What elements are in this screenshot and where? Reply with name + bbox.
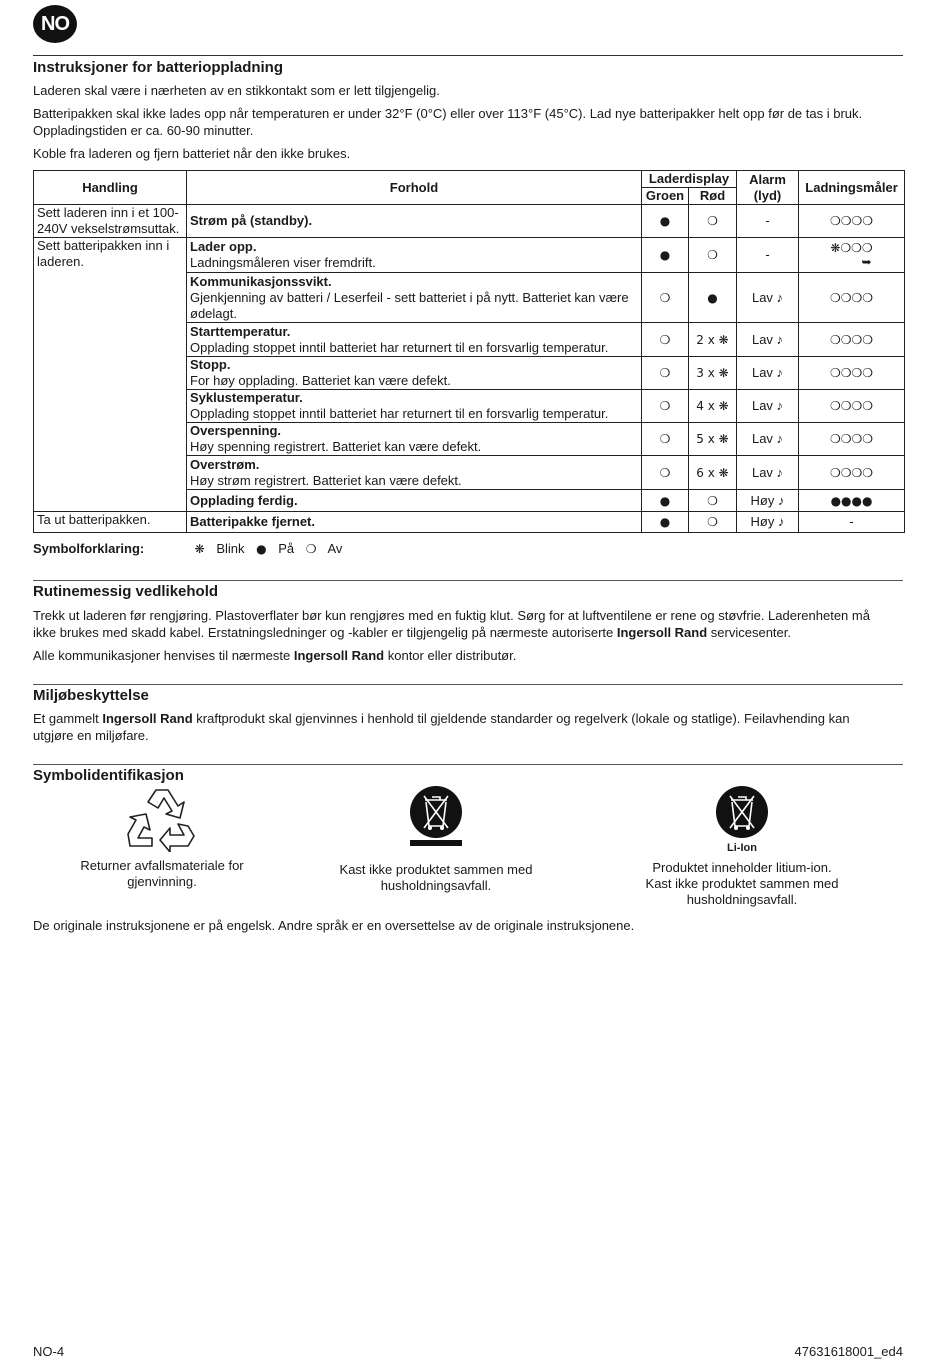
green-led-cell: ❍ — [642, 357, 689, 390]
table-row — [34, 238, 905, 273]
blink-icon: ❋ — [194, 542, 205, 556]
condition-cell: Overstrøm. Høy strøm registrert. Batteriet kan være defekt. — [187, 456, 642, 490]
gauge-cell: ●●●● — [799, 490, 905, 512]
bin-caption: Kast ikke produktet sammen med husholdningsavfall. — [339, 862, 533, 893]
alarm-cell: Høy ♪ — [737, 512, 799, 533]
green-led-cell: ❍ — [642, 456, 689, 490]
red-led-cell: 3 x ❋ — [689, 357, 737, 390]
condition-cell: Stopp. For høy opplading. Batteriet kan være defekt. — [187, 357, 642, 390]
green-led-cell: ❍ — [642, 273, 689, 323]
paragraph: Koble fra laderen og fjern batteriet når den ikke brukes. — [33, 146, 351, 161]
header-action: Handling — [34, 171, 187, 205]
alarm-cell: Lav ♪ — [737, 273, 799, 323]
gauge-cell: ❍❍❍❍ — [799, 390, 905, 423]
green-led-cell: ❍ — [642, 423, 689, 456]
section-title-maintenance: Rutinemessig vedlikehold — [33, 583, 219, 600]
li-ion-bin-icon — [714, 786, 770, 838]
alarm-cell: Lav ♪ — [737, 323, 799, 357]
paragraph: Trekk ut laderen før rengjøring. Plastoverflater bør kun rengjøres med en fuktig klut. Sørg for at luftventilene er rene og støvfrie. Laderenheten må — [33, 608, 870, 623]
condition-cell: Overspenning. Høy spenning registrert. Batteriet kan være defekt. — [187, 423, 642, 456]
recycle-symbol-block — [62, 786, 262, 890]
gauge-cell: ❍❍❍❍ — [799, 357, 905, 390]
gauge-cell: ❍❍❍❍ — [799, 456, 905, 490]
alarm-cell: Lav ♪ — [737, 423, 799, 456]
green-led-cell: ● — [642, 512, 689, 533]
li-ion-label: Li-Ion — [727, 842, 757, 854]
alarm-cell: - — [737, 205, 799, 238]
gauge-cell: ❍❍❍❍ — [799, 273, 905, 323]
red-led-cell: 4 x ❋ — [689, 390, 737, 423]
symbol-legend — [33, 541, 350, 557]
li-ion-caption: Produktet inneholder litium-ion. Kast ikke produktet sammen med husholdningsavfall. — [645, 860, 839, 907]
green-led-cell: ● — [642, 205, 689, 238]
condition-cell: Opplading ferdig. — [187, 490, 642, 512]
legend-off: Av — [327, 541, 343, 556]
gauge-cell: ❍❍❍❍ — [799, 323, 905, 357]
table-row — [34, 512, 905, 533]
off-icon: ❍ — [305, 542, 317, 556]
on-icon: ● — [256, 542, 267, 556]
section-title-charging: Instruksjoner for batterioppladning — [33, 59, 284, 76]
condition-cell: Kommunikasjonssvikt. Gjenkjenning av batteri / Leserfeil - sett batteriet i på nytt. Batteriet kan være ødelagt. — [187, 273, 642, 323]
condition-cell: Strøm på (standby). — [187, 205, 642, 238]
green-led-cell: ❍ — [642, 390, 689, 423]
header-alarm: Alarm (lyd) — [737, 171, 799, 205]
section-divider — [33, 684, 903, 685]
red-led-cell: ● — [689, 273, 737, 323]
condition-cell: Syklustemperatur. Opplading stoppet inntil batteriet har returnert til en forsvarlig temperatur. — [187, 390, 642, 423]
alarm-cell: - — [737, 238, 799, 273]
header-display: Laderdisplay — [642, 171, 737, 188]
section-divider — [33, 764, 903, 765]
red-led-cell: 6 x ❋ — [689, 456, 737, 490]
section-title-symbols: Symbolidentifikasjon — [33, 767, 184, 784]
paragraph: Batteripakken skal ikke lades opp når temperaturen er under 32°F (0°C) eller over 113°F (45°C). Lad nye batteripakker helt opp før de tas i bruk. — [33, 106, 863, 121]
recycle-icon — [126, 786, 198, 852]
alarm-cell: Lav ♪ — [737, 357, 799, 390]
header-gauge: Ladningsmåler — [799, 171, 905, 205]
paragraph: Alle kommunikasjoner henvises til nærmeste Ingersoll Rand kontor eller distributør. — [33, 648, 517, 663]
red-led-cell: ❍ — [689, 205, 737, 238]
gauge-cell: ❋❍❍❍ ➥ — [799, 238, 905, 273]
paragraph: Oppladingstiden er ca. 60-90 minutter. — [33, 123, 254, 138]
paragraph: utgjøre en miljøfare. — [33, 728, 149, 743]
paragraph: Et gammelt Ingersoll Rand kraftprodukt skal gjenvinnes i henhold til gjeldende standarder og regelverk (lokale og statlige). Feilavhending kan — [33, 711, 850, 726]
progress-arrow-icon: ➥ — [861, 255, 872, 269]
condition-cell: Starttemperatur. Opplading stoppet inntil batteriet har returnert til en forsvarlig temperatur. — [187, 323, 642, 357]
condition-cell: Lader opp. Ladningsmåleren viser fremdrift. — [187, 238, 642, 273]
red-led-cell: 5 x ❋ — [689, 423, 737, 456]
legend-blink: Blink — [216, 541, 245, 556]
alarm-cell: Lav ♪ — [737, 456, 799, 490]
legend-on: På — [278, 541, 295, 556]
condition-cell: Batteripakke fjernet. — [187, 512, 642, 533]
paragraph: ikke brukes med skadd kabel. Erstatningsledninger og -kabler er tilgjengelig på nærmeste autoriserte Ingersoll Rand servicesenter. — [33, 625, 791, 640]
red-led-cell: ❍ — [689, 490, 737, 512]
section-divider — [33, 580, 903, 581]
red-led-cell: 2 x ❋ — [689, 323, 737, 357]
alarm-cell: Lav ♪ — [737, 390, 799, 423]
gauge-cell: ❍❍❍❍ — [799, 205, 905, 238]
header-condition: Forhold — [187, 171, 642, 205]
li-ion-symbol-block — [632, 786, 852, 908]
header-green: Groen — [642, 188, 689, 205]
green-led-cell: ● — [642, 490, 689, 512]
action-cell: Sett batteripakken inn i laderen. — [34, 238, 187, 512]
recycle-caption: Returner avfallsmateriale for gjenvinning. — [80, 858, 244, 889]
document-number: 47631618001_ed4 — [794, 1344, 903, 1359]
action-cell: Sett laderen inn i et 100-240V vekselstrømsuttak. — [34, 205, 187, 238]
crossed-bin-icon — [408, 786, 464, 852]
alarm-cell: Høy ♪ — [737, 490, 799, 512]
table-row — [34, 205, 905, 238]
gauge-cell: ❍❍❍❍ — [799, 423, 905, 456]
paragraph: Laderen skal være i nærheten av en stikkontakt som er lett tilgjengelig. — [33, 83, 440, 98]
green-led-cell: ❍ — [642, 323, 689, 357]
gauge-cell: - — [799, 512, 905, 533]
charging-table — [33, 170, 905, 533]
header-red: Rød — [689, 188, 737, 205]
red-led-cell: ❍ — [689, 238, 737, 273]
page-number: NO-4 — [33, 1344, 65, 1359]
section-divider — [33, 55, 903, 56]
section-title-environment: Miljøbeskyttelse — [33, 687, 149, 704]
language-badge: NO — [33, 5, 77, 43]
action-cell: Ta ut batteripakken. — [34, 512, 187, 533]
legend-label: Symbolforklaring: — [33, 541, 145, 556]
green-led-cell: ● — [642, 238, 689, 273]
translation-note: De originale instruksjonene er på engelsk. Andre språk er en oversettelse av de originale instruksjonene. — [33, 918, 635, 933]
red-led-cell: ❍ — [689, 512, 737, 533]
bin-symbol-block — [326, 786, 546, 894]
